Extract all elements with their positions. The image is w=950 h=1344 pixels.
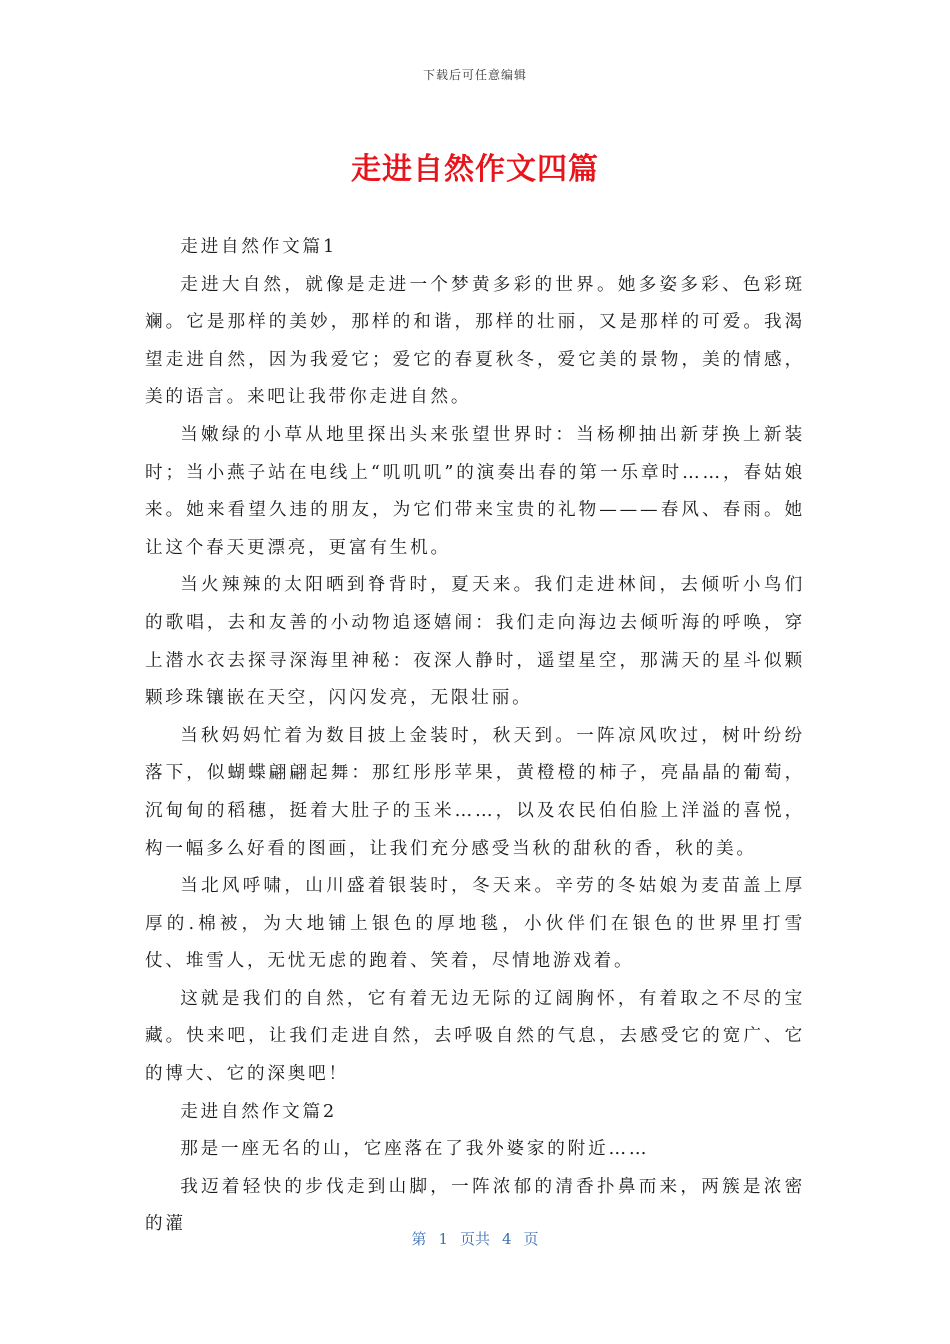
current-page-number: 1	[438, 1230, 448, 1248]
page-footer	[0, 1228, 950, 1249]
page-label-mid: 页共	[459, 1230, 490, 1248]
paragraph: 我迈着轻快的步伐走到山脚，一阵浓郁的清香扑鼻而来，两簇是浓密的灌	[145, 1176, 805, 1235]
section-heading-2: 走进自然作文篇2	[180, 1101, 337, 1122]
paragraph: 当火辣辣的太阳晒到脊背时，夏天来。我们走进林间，去倾听小鸟们的歌唱，去和友善的小动物追逐嬉闹：我们走向海边去倾听海的呼唤，穿上潜水衣去探寻深海里神秘：夜深人静时，遥望星空，那满天的星斗似颗颗珍珠镶嵌在天空，闪闪发亮，无限壮丽。	[145, 575, 805, 709]
page-label-suffix: 页	[523, 1230, 539, 1248]
header-note: 下载后可任意编辑	[422, 68, 527, 82]
paragraph: 那是一座无名的山，它座落在了我外婆家的附近……	[180, 1139, 650, 1160]
total-pages-number: 4	[502, 1230, 512, 1248]
paragraph: 走进大自然，就像是走进一个梦黄多彩的世界。她多姿多彩、色彩斑斓。它是那样的美妙，那样的和谐，那样的壮丽，又是那样的可爱。我渴望走进自然，因为我爱它；爱它的春夏秋冬，爱它美的景物，美的情感，美的语言。来吧让我带你走进自然。	[145, 274, 805, 408]
document-title: 走进自然作文四篇	[351, 152, 599, 187]
document-body	[145, 229, 805, 1244]
page-label-prefix: 第	[411, 1230, 427, 1248]
paragraph: 当北风呼啸，山川盛着银装时，冬天来。辛劳的冬姑娘为麦苗盖上厚厚的.棉被，为大地铺上银色的厚地毯，小伙伴们在银色的世界里打雪仗、堆雪人，无忧无虑的跑着、笑着，尽情地游戏着。	[145, 876, 805, 972]
section-heading-1: 走进自然作文篇1	[180, 237, 337, 257]
paragraph: 当秋妈妈忙着为数目披上金装时，秋天到。一阵凉风吹过，树叶纷纷落下，似蝴蝶翩翩起舞：那红彤彤苹果，黄橙橙的柿子，亮晶晶的葡萄，沉甸甸的稻穗，挺着大肚子的玉米……，以及农民伯伯脸上洋溢的喜悦，构一幅多么好看的图画，让我们充分感受当秋的甜秋的香，秋的美。	[145, 725, 805, 859]
paragraph: 这就是我们的自然，它有着无边无际的辽阔胸怀，有着取之不尽的宝藏。快来吧，让我们走进自然，去呼吸自然的气息，去感受它的宽广、它的博大、它的深奥吧！	[145, 988, 805, 1085]
paragraph: 当嫩绿的小草从地里探出头来张望世界时：当杨柳抽出新芽换上新装时；当小燕子站在电线上“叽叽叽”的演奏出春的第一乐章时……，春姑娘来。她来看望久违的朋友，为它们带来宝贵的礼物———春风、春雨。她让这个春天更漂亮，更富有生机。	[145, 424, 805, 558]
